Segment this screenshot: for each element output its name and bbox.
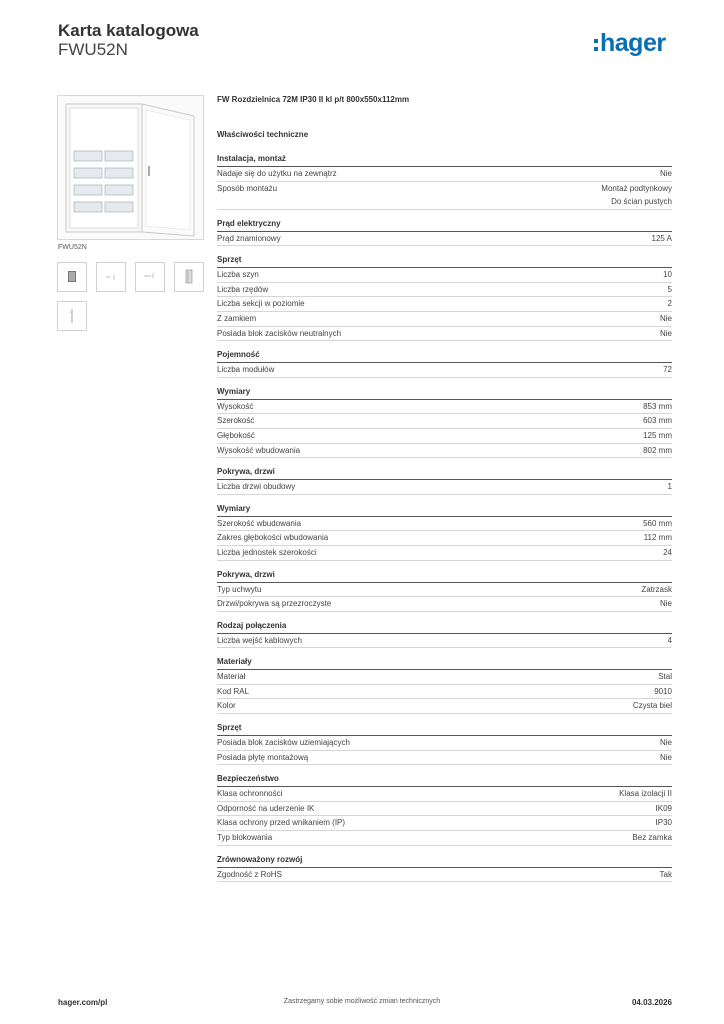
property-label: Kod RAL	[217, 686, 250, 696]
property-label: Materiał	[217, 672, 246, 682]
property-label: Liczba drzwi obudowy	[217, 482, 296, 492]
property-value: 4	[667, 635, 672, 645]
property-value: 1	[667, 482, 672, 492]
property-section	[217, 721, 672, 765]
section-title: Zrównoważony rozwój	[217, 853, 672, 868]
image-caption: FWU52N	[58, 244, 87, 251]
property-value: Nie	[659, 599, 672, 609]
property-label: Wysokość wbudowania	[217, 445, 301, 455]
thumbnail-4[interactable]	[174, 262, 204, 292]
property-value: Nie	[659, 328, 672, 338]
product-code: FWU52N	[58, 40, 128, 59]
hager-logo	[594, 28, 666, 58]
property-label: Klasa ochrony przed wnikaniem (IP)	[217, 818, 346, 828]
property-label: Liczba szyn	[217, 270, 259, 280]
property-value: Stal	[658, 672, 672, 682]
property-row	[217, 283, 672, 298]
property-row	[217, 414, 672, 429]
property-label: Wysokość	[217, 401, 254, 411]
property-row	[217, 685, 672, 700]
cabinet-profile-icon	[175, 263, 203, 291]
section-title: Pokrywa, drzwi	[217, 568, 672, 583]
section-title: Sprzęt	[217, 721, 672, 736]
property-value: Czysta biel	[632, 701, 672, 711]
property-row	[217, 517, 672, 532]
property-label: Szerokość	[217, 416, 255, 426]
property-label: Szerokość wbudowania	[217, 518, 302, 528]
property-value: Nie	[659, 752, 672, 762]
property-value: IK09	[655, 803, 672, 813]
property-value: 72	[663, 365, 672, 375]
property-label: Liczba wejść kablowych	[217, 635, 302, 645]
property-value: Zatrzask	[641, 584, 672, 594]
property-label: Posiada blok zacisków uziemiających	[217, 738, 350, 748]
property-label: Z zamkiem	[217, 313, 257, 323]
property-label: Liczba rzędów	[217, 284, 269, 294]
property-value: Montaż podtynkowy Do ścian pustych	[601, 183, 672, 206]
property-label: Liczba modułów	[217, 365, 275, 375]
property-label: Prąd znamionowy	[217, 233, 281, 243]
property-value: 125 A	[651, 233, 672, 243]
technical-properties-heading: Właściwości techniczne	[217, 130, 309, 139]
property-row	[217, 868, 672, 883]
property-value: 9010	[654, 686, 672, 696]
property-row	[217, 531, 672, 546]
property-row	[217, 583, 672, 598]
property-section	[217, 655, 672, 714]
cabinet-illustration	[58, 96, 203, 239]
property-value: 5	[667, 284, 672, 294]
property-row	[217, 670, 672, 685]
property-label: Nadaje się do użytku na zewnątrz	[217, 169, 337, 178]
section-title: Pojemność	[217, 348, 672, 363]
property-value: 24	[663, 547, 672, 557]
cabinet-door-icon	[58, 302, 86, 330]
property-value: IP30	[655, 818, 672, 828]
property-label: Głębokość	[217, 430, 255, 440]
section-title: Bezpieczeństwo	[217, 772, 672, 787]
cabinet-top-icon	[136, 263, 164, 291]
property-row	[217, 480, 672, 495]
section-title: Instalacja, montaż	[217, 152, 672, 167]
property-value: 603 mm	[643, 416, 672, 426]
page-title: Karta katalogowa	[58, 21, 199, 40]
property-value: 2	[667, 299, 672, 309]
section-title: Pokrywa, drzwi	[217, 465, 672, 480]
property-row	[217, 787, 672, 802]
property-value: 802 mm	[643, 445, 672, 455]
property-label: Typ blokowania	[217, 833, 273, 843]
product-name: FW Rozdzielnica 72M IP30 II kl p/t 800x550x112mm	[217, 95, 410, 104]
property-value: Klasa izolacji II	[619, 789, 672, 799]
property-value: 112 mm	[643, 533, 672, 543]
property-row	[217, 268, 672, 283]
property-value: Nie	[659, 169, 672, 178]
property-section	[217, 772, 672, 845]
property-section	[217, 253, 672, 341]
property-row	[217, 546, 672, 561]
property-value: Nie	[659, 738, 672, 748]
property-label: Liczba jednostek szerokości	[217, 547, 317, 557]
property-value: 560 mm	[643, 518, 672, 528]
property-row	[217, 182, 672, 210]
cabinet-front-icon	[58, 263, 86, 291]
cabinet-side-icon	[97, 263, 125, 291]
property-row	[217, 363, 672, 378]
property-label: Zakres głębokości wbudowania	[217, 533, 329, 543]
property-row	[217, 597, 672, 612]
thumbnail-3[interactable]	[135, 262, 165, 292]
property-value: Bez zamka	[632, 833, 672, 843]
property-section	[217, 619, 672, 649]
property-row	[217, 429, 672, 444]
section-title: Wymiary	[217, 385, 672, 400]
logo-dots-icon	[594, 39, 598, 51]
footer-website[interactable]: hager.com/pl	[58, 998, 108, 1007]
property-value: Tak	[659, 869, 672, 879]
property-section	[217, 465, 672, 495]
property-label: Odporność na uderzenie IK	[217, 803, 315, 813]
property-value: 853 mm	[643, 401, 672, 411]
property-row	[217, 831, 672, 846]
property-section	[217, 568, 672, 612]
property-row	[217, 751, 672, 766]
property-section	[217, 152, 672, 210]
property-row	[217, 816, 672, 831]
property-row	[217, 802, 672, 817]
property-section	[217, 853, 672, 883]
property-value: 125 mm	[643, 430, 672, 440]
property-label: Posiada płytę montażową	[217, 752, 309, 762]
footer-date: 04.03.2026	[631, 998, 672, 1007]
thumbnail-2[interactable]	[96, 262, 126, 292]
property-row	[217, 167, 672, 182]
properties-list	[217, 145, 672, 882]
footer-disclaimer: Zastrzegamy sobie możliwość zmian technicznych	[283, 998, 441, 1005]
property-value: 10	[663, 270, 672, 280]
section-title: Wymiary	[217, 502, 672, 517]
property-label: Zgodność z RoHS	[217, 869, 282, 879]
property-row	[217, 736, 672, 751]
property-label: Kolor	[217, 701, 236, 711]
thumbnail-1[interactable]	[57, 262, 87, 292]
property-section	[217, 502, 672, 561]
section-title: Materiały	[217, 655, 672, 670]
section-title: Prąd elektryczny	[217, 217, 672, 232]
property-label: Drzwi/pokrywa są przezroczyste	[217, 599, 332, 609]
property-row	[217, 400, 672, 415]
property-row	[217, 232, 672, 247]
property-label: Typ uchwytu	[217, 584, 262, 594]
property-label: Klasa ochronności	[217, 789, 283, 799]
property-row	[217, 297, 672, 312]
logo-text: hager	[600, 28, 666, 57]
property-row	[217, 634, 672, 649]
property-label: Liczba sekcji w poziomie	[217, 299, 305, 309]
property-row	[217, 444, 672, 459]
property-label: Posiada blok zacisków neutralnych	[217, 328, 342, 338]
property-row	[217, 327, 672, 342]
section-title: Sprzęt	[217, 253, 672, 268]
section-title: Rodzaj połączenia	[217, 619, 672, 634]
property-label: Sposób montażu	[217, 183, 278, 193]
thumbnail-5[interactable]	[57, 301, 87, 331]
property-row	[217, 312, 672, 327]
property-section	[217, 348, 672, 378]
property-row	[217, 699, 672, 714]
property-value: Nie	[659, 313, 672, 323]
property-section	[217, 385, 672, 458]
property-section	[217, 217, 672, 247]
product-image[interactable]	[57, 95, 204, 240]
